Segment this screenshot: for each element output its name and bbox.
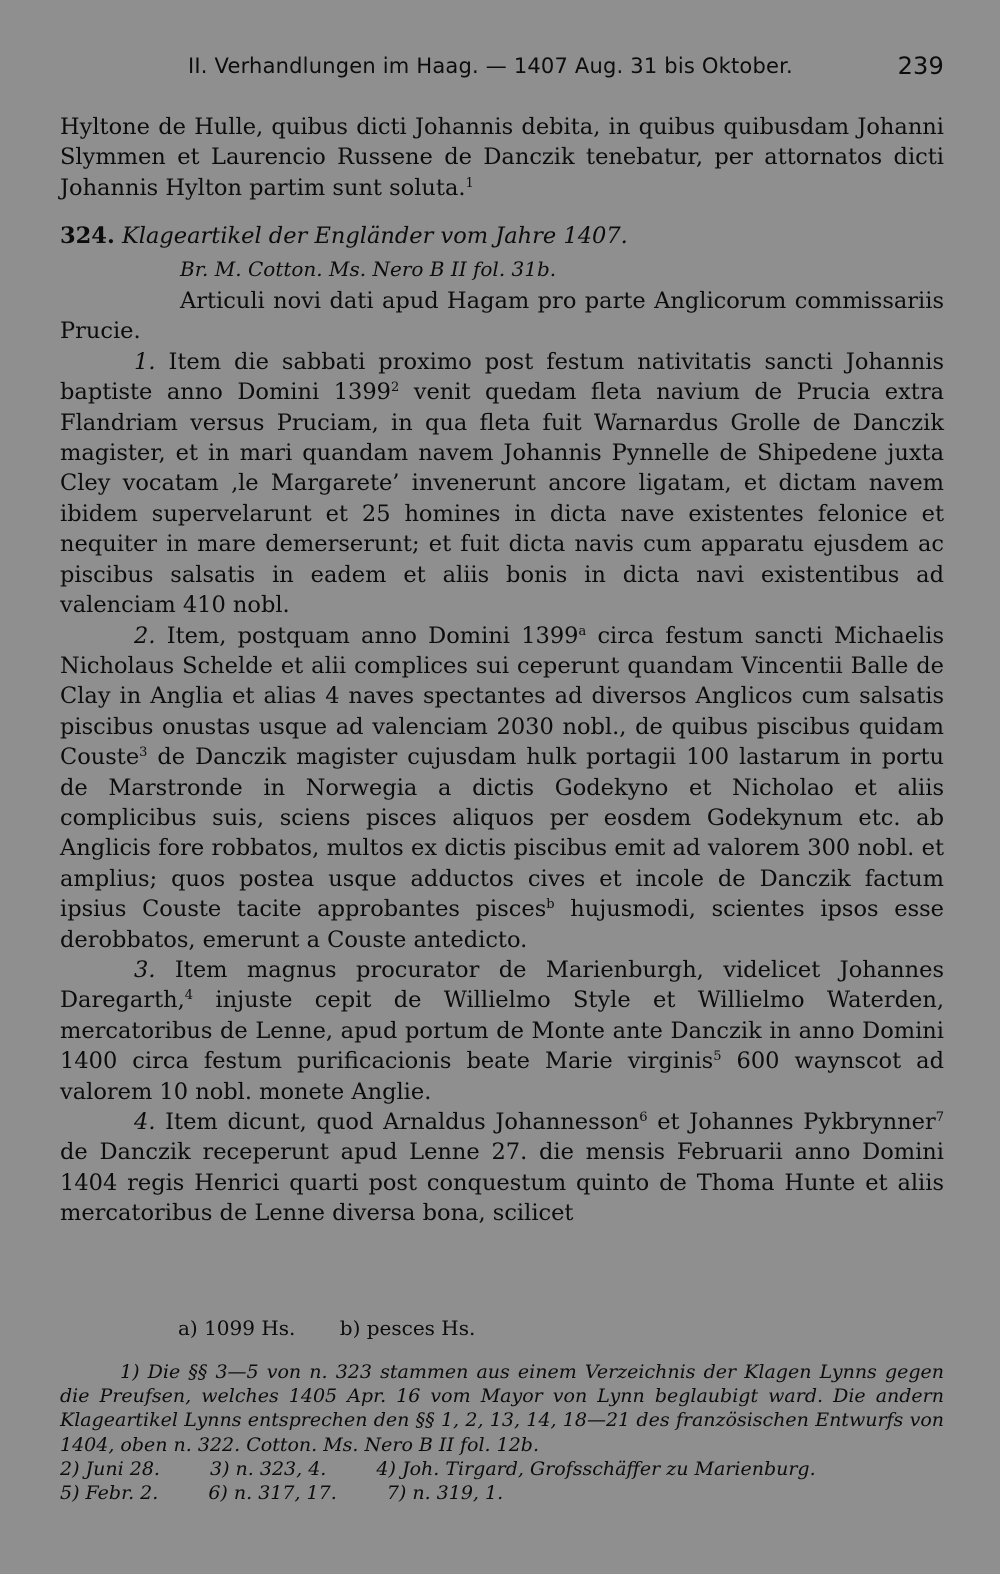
footnote-ref: 6 — [639, 1110, 648, 1125]
article-text: circa festum sancti Michaelis Nicholaus Schelde et alii complices sui ceperunt quandam Vincentii Balle de Clay in Anglia et alias 4 naves spectantes ad diversos Anglicos cum salsatis piscibus onustas usque ad valenciam 2030 nobl., de quibus piscibus quidam Couste — [60, 622, 944, 771]
footnote-7: 7) n. 319, 1. — [386, 1482, 504, 1505]
article-text: Item die sabbati proximo post festum nativitatis sancti Johannis baptiste anno Domini 1399 — [60, 348, 944, 406]
footnote-ref: 1 — [465, 175, 474, 191]
textual-note-b: b) pesces Hs. — [339, 1316, 476, 1340]
page-number: 239 — [897, 52, 944, 80]
article-text: injuste cepit de Willielmo Style et Willielmo Waterden, mercatoribus de Lenne, apud portum de Monte ante Danczik in anno Domini 1400 circa festum purificacionis beate Marie virginis — [60, 987, 944, 1075]
footnote-1: 1) Die §§ 3—5 von n. 323 stammen aus einem Verzeichnis der Klagen Lynns gegen die Preufsen, welches 1405 Apr. 16 vom Mayor von Lynn beglaubigt ward. Die andern Klageartikel Lynns entsprechen den §§ 1, 2, 13, 14, 18—21 des französischen Entwurfs von 1404, oben n. 322. Cotton. Ms. Nero B II fol. 12b. — [60, 1361, 944, 1456]
entry-heading — [60, 221, 944, 251]
footnote-4: 4) Joh. Tirgard, Grofsschäffer zu Marienburg. — [376, 1457, 816, 1480]
entry-intro: Articuli novi dati apud Hagam pro parte Anglicorum commissariis Prucie. — [60, 288, 944, 345]
footnotes — [60, 1360, 944, 1505]
article-number: 2. — [134, 622, 156, 649]
entry-title: Klageartikel der Engländer vom Jahre 1407. — [121, 223, 628, 250]
article-text: venit quedam fleta navium de Prucia extra Flandriam versus Pruciam, in qua fleta fuit Warnardus Grolle de Danczik magister, et in mari quandam navem Johannis Pynnelle de Shipedene juxta Cley vocatam ‚le Margarete’ invenerunt ancore ligatam, et dictam navem ibidem supervelarunt et 25 homines in dicta nave existentes felonice et nequiter in mare demerserunt; et fuit dicta navis cum apparatu ejusdem ac piscibus salsatis in eadem et aliis bonis in dicta navi existentibus ad valenciam 410 nobl. — [60, 379, 944, 619]
footnote-ref: 3 — [139, 745, 148, 761]
textual-note-ref: a — [578, 623, 587, 639]
article-number: 4. — [134, 1109, 156, 1135]
article-number: 1. — [134, 348, 156, 375]
footnote-ref: 5 — [713, 1049, 722, 1065]
continuation-text: Hyltone de Hulle, quibus dicti Johannis debita, in quibus quibusdam Johanni Slymmen et Laurencio Russene de Danczik tenebatur, per attornatos dicti Johannis Hylton partim sunt soluta. — [60, 114, 944, 201]
footnote-ref: 2 — [390, 380, 400, 396]
article-text: Item dicunt, quod Arnaldus Johannesson — [165, 1109, 640, 1135]
article-1 — [60, 347, 944, 621]
footnote-row — [60, 1481, 944, 1505]
footnote-3: 3) n. 323, 4. — [210, 1457, 327, 1480]
article-text: hujusmodi, scientes ipsos esse derobbatos, emerunt a Couste antedicto. — [60, 896, 944, 953]
article-3 — [60, 955, 944, 1107]
article-text: 600 waynscot ad valorem 10 nobl. monete Anglie. — [60, 1048, 944, 1105]
running-title: II. Verhandlungen im Haag. — 1407 Aug. 31 bis Oktober. — [188, 54, 793, 78]
textual-note-ref: b — [546, 897, 555, 913]
article-text: et Johannes Pykbrynner — [647, 1109, 936, 1135]
footnote-5: 5) Febr. 2. — [60, 1482, 159, 1505]
footnote-ref: 4 — [184, 988, 194, 1004]
article-text: de Danczik magister cujusdam hulk portagii 100 lastarum in portu de Marstronde in Norwegia a dictis Godekyno et Nicholao et aliis complicibus suis, sciens pisces aliquos per eosdem Godekynum etc. ab Anglicis fore robbatos, multos ex dictis piscibus emit ad valorem 300 nobl. et amplius; quos postea usque adductos cives et incole de Danczik factum ipsius Couste tacite approbantes pisces — [60, 744, 944, 923]
footnote-6: 6) n. 317, 17. — [208, 1482, 337, 1505]
footnote-ref: 7 — [935, 1110, 944, 1125]
article-text: Item magnus procurator de Marienburgh, videlicet Johannes Daregarth, — [60, 956, 944, 1014]
entry-number: 324. — [60, 223, 115, 250]
textual-notes — [178, 1316, 513, 1340]
main-text — [60, 112, 944, 1229]
textual-note-a: a) 1099 Hs. — [178, 1316, 296, 1340]
article-4 — [60, 1107, 944, 1229]
article-number: 3. — [134, 956, 156, 983]
source-citation: Br. M. Cotton. Ms. Nero B II fol. 31b. — [180, 256, 557, 281]
article-text: Item, postquam anno Domini 1399 — [166, 622, 579, 649]
footnote-2: 2) Juni 28. — [60, 1457, 160, 1480]
article-2 — [60, 621, 944, 955]
article-text: de Danczik receperunt apud Lenne 27. die mensis Februarii anno Domini 1404 regis Henrici quarti post conquestum quinto de Thoma Hunte et aliis mercatoribus de Lenne diversa bona, scilicet — [60, 1139, 944, 1227]
footnote-row — [60, 1457, 944, 1481]
continuation-paragraph — [60, 112, 944, 203]
